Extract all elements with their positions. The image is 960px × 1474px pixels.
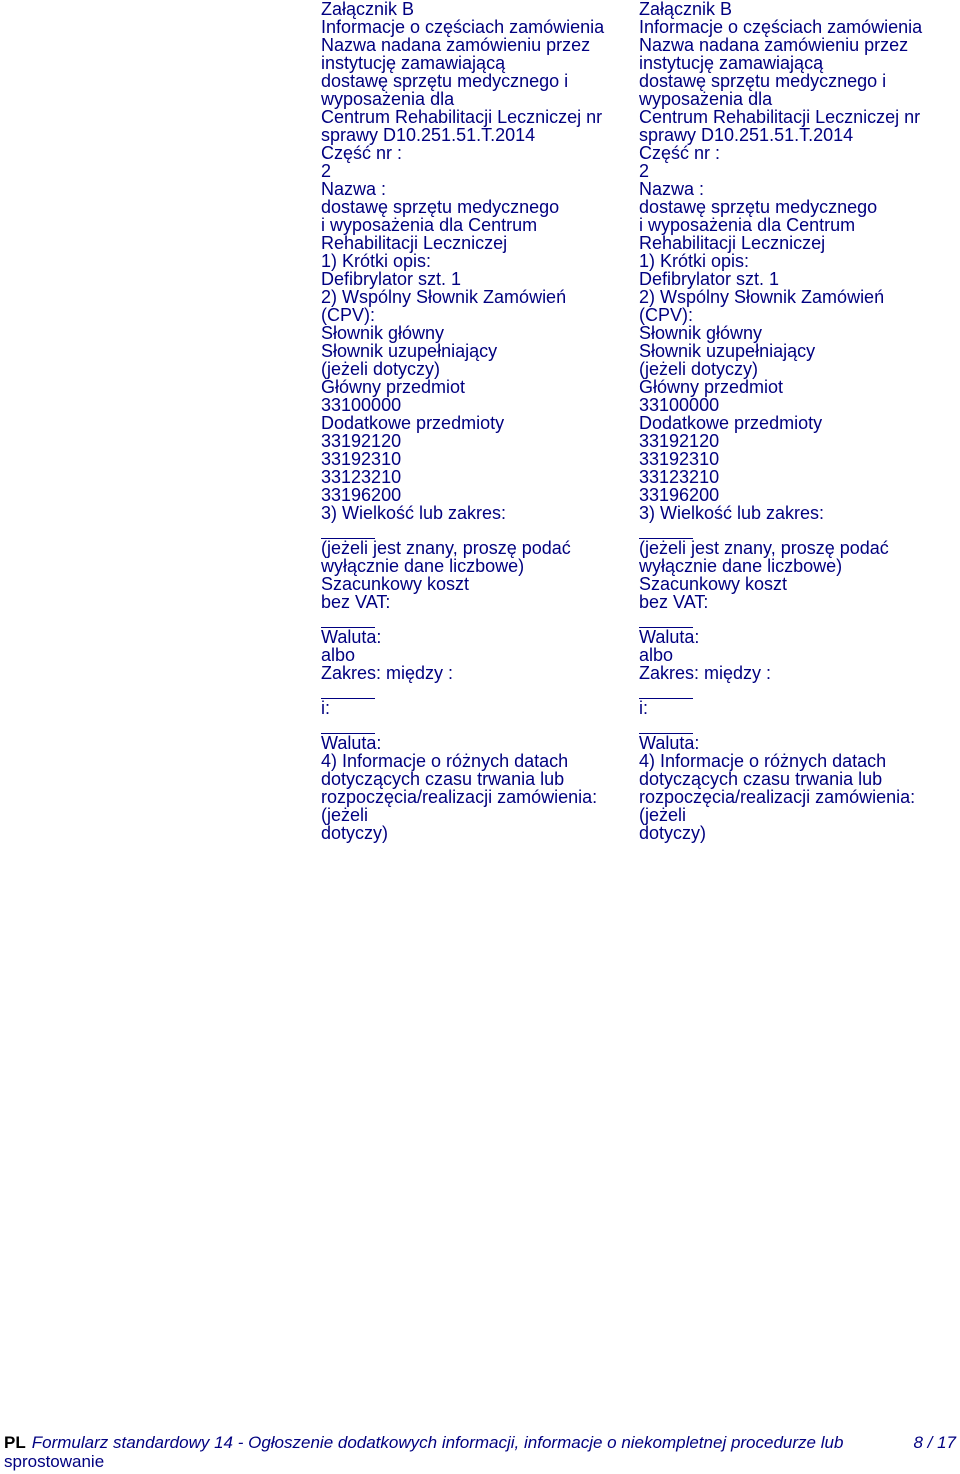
field-label: Szacunkowy koszt <box>321 574 470 594</box>
blank-field-underline <box>321 610 375 628</box>
field-value: dostawę sprzętu medycznego <box>321 197 560 217</box>
field-label: albo <box>639 645 674 665</box>
field-label: 3) Wielkość lub zakres: <box>321 503 507 523</box>
section-heading: Informacje o częściach zamówienia <box>321 17 605 37</box>
field-value: wyposażenia dla <box>639 89 773 109</box>
field-label: (jeżeli jest znany, proszę podać <box>639 538 889 558</box>
field-label: dotyczących czasu trwania lub <box>639 769 883 789</box>
field-value: Rehabilitacji Leczniczej <box>639 233 826 253</box>
form-title-continued: sprostowanie <box>4 1452 105 1471</box>
blank-field-underline <box>639 716 693 734</box>
cpv-code: 33192310 <box>639 449 720 469</box>
field-label: 3) Wielkość lub zakres: <box>639 503 825 523</box>
cpv-code: 33196200 <box>321 485 402 505</box>
blank-field-underline <box>321 716 375 734</box>
blank-field-underline <box>639 610 693 628</box>
field-label: dotyczących czasu trwania lub <box>321 769 565 789</box>
field-label: bez VAT: <box>639 592 709 612</box>
part-number: 2 <box>639 161 650 181</box>
field-label: 4) Informacje o różnych datach <box>321 751 569 771</box>
field-label: i: <box>639 698 648 718</box>
field-label: 2) Wspólny Słownik Zamówień <box>321 287 567 307</box>
annex-column-right <box>639 0 957 842</box>
blank-field-underline <box>639 681 693 699</box>
field-label: Nazwa nadana zamówieniu przez <box>639 35 909 55</box>
cpv-code: 33192120 <box>639 431 720 451</box>
field-label: rozpoczęcia/realizacji zamówienia: <box>639 787 916 807</box>
field-label: Waluta: <box>639 627 700 647</box>
field-label: i: <box>321 698 330 718</box>
language-code: PL <box>4 1433 26 1452</box>
field-label: Nazwa nadana zamówieniu przez <box>321 35 591 55</box>
field-label: Słownik uzupełniający <box>321 341 498 361</box>
annex-column-left <box>321 0 639 842</box>
annex-label: Załącznik B <box>321 0 415 19</box>
page-number: 8 / 17 <box>913 1433 956 1452</box>
field-label: Zakres: między : <box>639 663 772 683</box>
part-number: 2 <box>321 161 332 181</box>
cpv-code: 33192120 <box>321 431 402 451</box>
field-label: Zakres: między : <box>321 663 454 683</box>
blank-field-underline <box>321 521 375 539</box>
field-value: i wyposażenia dla Centrum <box>321 215 538 235</box>
field-value: Defibrylator szt. 1 <box>321 269 462 289</box>
field-label: dotyczy) <box>321 823 389 843</box>
field-label: (jeżeli <box>321 805 369 825</box>
field-label: Część nr : <box>639 143 721 163</box>
field-label: albo <box>321 645 356 665</box>
cpv-code: 33100000 <box>639 395 720 415</box>
field-value: Rehabilitacji Leczniczej <box>321 233 508 253</box>
field-label: Szacunkowy koszt <box>639 574 788 594</box>
cpv-code: 33123210 <box>321 467 402 487</box>
field-label: Nazwa : <box>321 179 387 199</box>
field-label: rozpoczęcia/realizacji zamówienia: <box>321 787 598 807</box>
cpv-code: 33100000 <box>321 395 402 415</box>
field-label: (CPV): <box>639 305 693 325</box>
field-label: 4) Informacje o różnych datach <box>639 751 887 771</box>
field-label: bez VAT: <box>321 592 391 612</box>
field-value: dostawę sprzętu medycznego i <box>321 71 569 91</box>
field-value: wyposażenia dla <box>321 89 455 109</box>
page-footer <box>4 1433 960 1471</box>
field-label: dotyczy) <box>639 823 707 843</box>
field-label: Waluta: <box>639 733 700 753</box>
field-label: Dodatkowe przedmioty <box>639 413 823 433</box>
field-label: 2) Wspólny Słownik Zamówień <box>639 287 885 307</box>
blank-field-underline <box>639 521 693 539</box>
cpv-code: 33196200 <box>639 485 720 505</box>
field-label: (jeżeli <box>639 805 687 825</box>
field-label: Waluta: <box>321 627 382 647</box>
annex-label: Załącznik B <box>639 0 733 19</box>
field-label: Słownik główny <box>321 323 445 343</box>
field-label: 1) Krótki opis: <box>639 251 750 271</box>
field-label: (jeżeli dotyczy) <box>639 359 759 379</box>
cpv-code: 33192310 <box>321 449 402 469</box>
field-label: 1) Krótki opis: <box>321 251 432 271</box>
field-value: Centrum Rehabilitacji Leczniczej nr <box>639 107 921 127</box>
field-label: wyłącznie dane liczbowe) <box>639 556 843 576</box>
field-label: Dodatkowe przedmioty <box>321 413 505 433</box>
field-value: sprawy D10.251.51.T.2014 <box>639 125 854 145</box>
field-label: (jeżeli jest znany, proszę podać <box>321 538 571 558</box>
field-label: (jeżeli dotyczy) <box>321 359 441 379</box>
field-label: Nazwa : <box>639 179 705 199</box>
field-value: Defibrylator szt. 1 <box>639 269 780 289</box>
field-label: Słownik uzupełniający <box>639 341 816 361</box>
field-label: Główny przedmiot <box>321 377 466 397</box>
blank-field-underline <box>321 681 375 699</box>
field-label: (CPV): <box>321 305 375 325</box>
field-value: dostawę sprzętu medycznego i <box>639 71 887 91</box>
field-value: Centrum Rehabilitacji Leczniczej nr <box>321 107 603 127</box>
field-value: i wyposażenia dla Centrum <box>639 215 856 235</box>
field-value: dostawę sprzętu medycznego <box>639 197 878 217</box>
field-label: wyłącznie dane liczbowe) <box>321 556 525 576</box>
field-label: Słownik główny <box>639 323 763 343</box>
field-label: Główny przedmiot <box>639 377 784 397</box>
field-value: sprawy D10.251.51.T.2014 <box>321 125 536 145</box>
field-label: instytucję zamawiającą <box>639 53 824 73</box>
section-heading: Informacje o częściach zamówienia <box>639 17 923 37</box>
field-label: Część nr : <box>321 143 403 163</box>
field-label: instytucję zamawiającą <box>321 53 506 73</box>
form-title: Formularz standardowy 14 - Ogłoszenie dodatkowych informacji, informacje o niekompletnej procedurze lub <box>31 1433 844 1452</box>
cpv-code: 33123210 <box>639 467 720 487</box>
field-label: Waluta: <box>321 733 382 753</box>
